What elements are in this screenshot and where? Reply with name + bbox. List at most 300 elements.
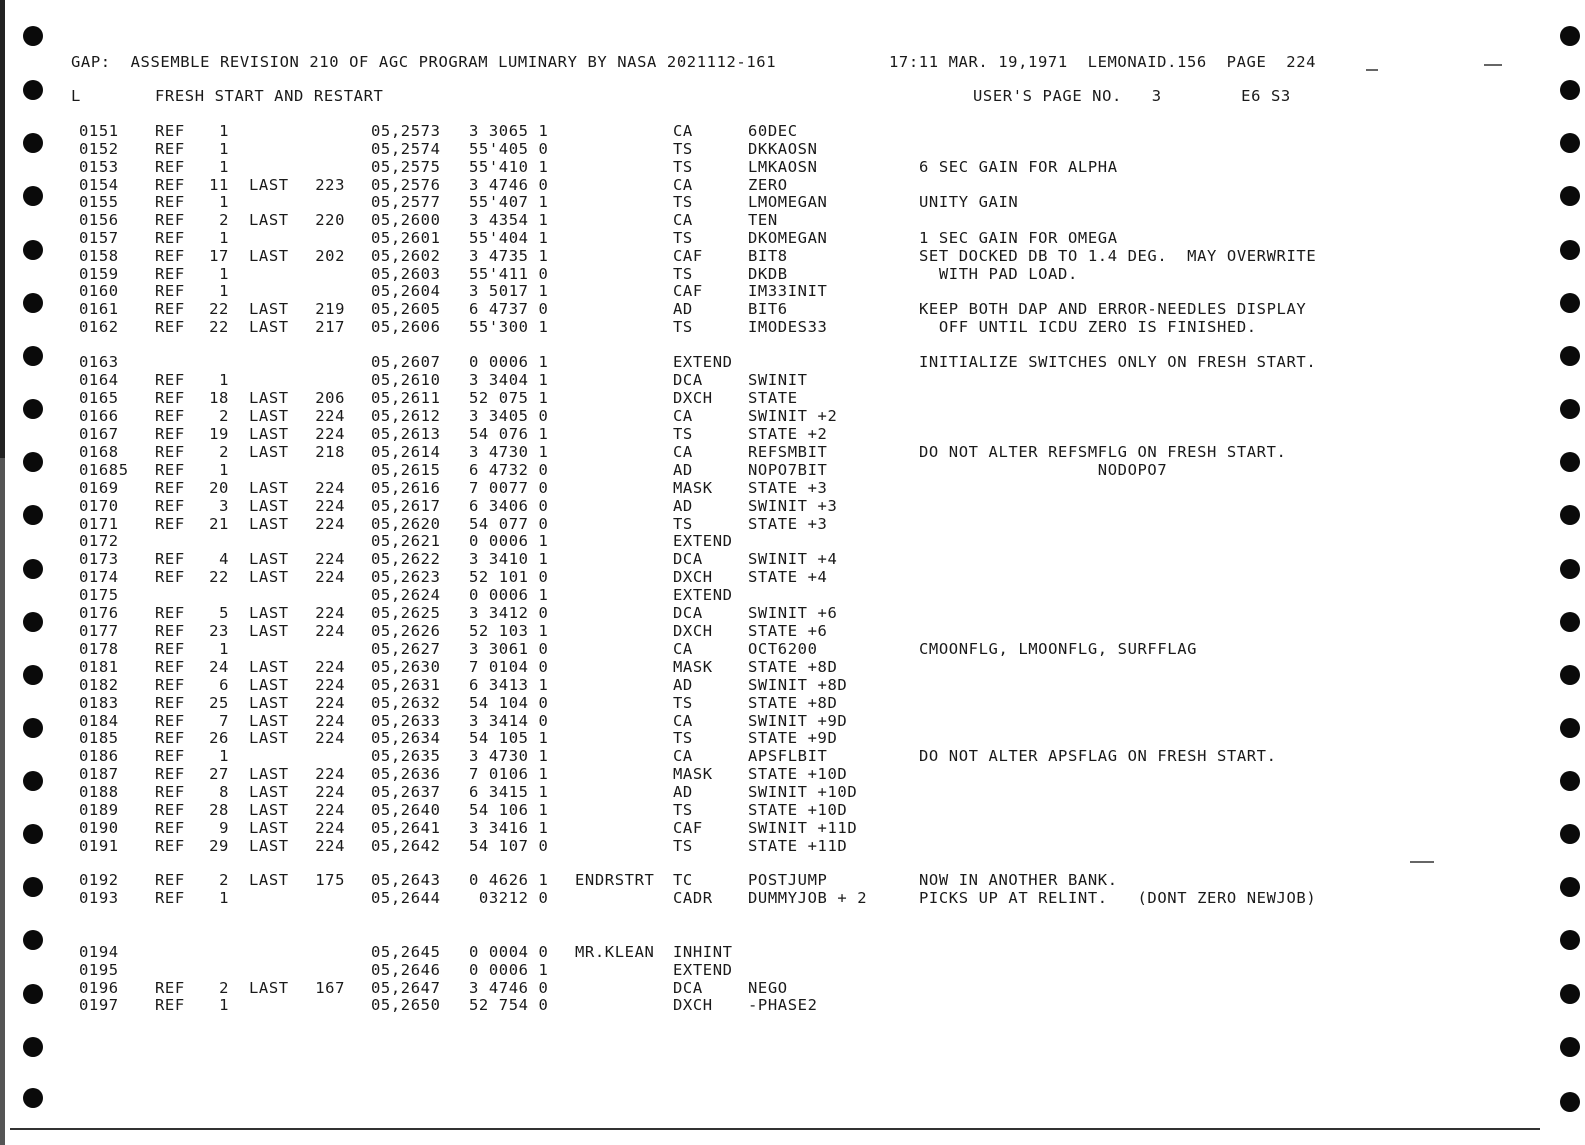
operand: STATE +3	[748, 479, 828, 497]
octal-code: 55'405 0	[469, 140, 549, 158]
listing-row	[0, 747, 1585, 765]
ref-marker: REF	[155, 318, 185, 336]
opcode: CAF	[673, 282, 703, 300]
last-page: 224	[315, 497, 345, 515]
last-marker: LAST	[249, 568, 289, 586]
address: 05,2631	[371, 676, 441, 694]
operand: SWINIT +9D	[748, 712, 848, 730]
comment: CMOONFLG, LMOONFLG, SURFFLAG	[919, 640, 1198, 658]
last-marker: LAST	[249, 801, 289, 819]
last-page: 224	[315, 712, 345, 730]
opcode: DXCH	[673, 568, 713, 586]
opcode: EXTEND	[673, 532, 733, 550]
octal-code: 3 4730 1	[469, 443, 549, 461]
comment: INITIALIZE SWITCHES ONLY ON FRESH START.	[919, 353, 1317, 371]
last-marker: LAST	[249, 318, 289, 336]
ref-marker: REF	[155, 640, 185, 658]
line-number: 0159	[79, 265, 119, 283]
address: 05,2633	[371, 712, 441, 730]
listing-row	[0, 694, 1585, 712]
last-marker: LAST	[249, 658, 289, 676]
listing-row	[0, 211, 1585, 229]
octal-code: 54 076 1	[469, 425, 549, 443]
opcode: DCA	[673, 979, 703, 997]
opcode: CAF	[673, 247, 703, 265]
sprocket-hole	[1560, 26, 1580, 46]
ref-count: 2	[219, 979, 229, 997]
ref-count: 26	[209, 729, 229, 747]
last-marker: LAST	[249, 389, 289, 407]
octal-code: 0 4626 1	[469, 871, 549, 889]
opcode: INHINT	[673, 943, 733, 961]
line-number: 0151	[79, 122, 119, 140]
opcode: CAF	[673, 819, 703, 837]
octal-code: 3 5017 1	[469, 282, 549, 300]
ref-count: 22	[209, 300, 229, 318]
listing-row	[0, 353, 1585, 371]
ref-count: 1	[219, 265, 229, 283]
octal-code: 3 3405 0	[469, 407, 549, 425]
last-marker: LAST	[249, 300, 289, 318]
ref-marker: REF	[155, 801, 185, 819]
listing-row	[0, 943, 1585, 961]
ref-count: 20	[209, 479, 229, 497]
listing-row	[0, 640, 1585, 658]
last-marker: LAST	[249, 515, 289, 533]
last-page: 219	[315, 300, 345, 318]
ref-marker: REF	[155, 176, 185, 194]
ref-count: 2	[219, 407, 229, 425]
octal-code: 55'410 1	[469, 158, 549, 176]
octal-code: 52 754 0	[469, 996, 549, 1014]
last-marker: LAST	[249, 783, 289, 801]
header-log-letter: L	[71, 87, 81, 105]
ref-marker: REF	[155, 300, 185, 318]
operand: DKOMEGAN	[748, 229, 828, 247]
ref-count: 23	[209, 622, 229, 640]
ref-count: 21	[209, 515, 229, 533]
ref-count: 1	[219, 747, 229, 765]
address: 05,2634	[371, 729, 441, 747]
address: 05,2622	[371, 550, 441, 568]
octal-code: 6 3413 1	[469, 676, 549, 694]
line-number: 01685	[79, 461, 129, 479]
header-date-page: 17:11 MAR. 19,1971 LEMONAID.156 PAGE 224	[889, 53, 1317, 71]
ref-marker: REF	[155, 568, 185, 586]
ref-count: 6	[219, 676, 229, 694]
comment: PICKS UP AT RELINT. (DONT ZERO NEWJOB)	[919, 889, 1317, 907]
octal-code: 3 4730 1	[469, 747, 549, 765]
ref-count: 1	[219, 193, 229, 211]
opcode: TS	[673, 265, 693, 283]
listing-row	[0, 801, 1585, 819]
opcode: CA	[673, 747, 693, 765]
opcode: TS	[673, 801, 693, 819]
sprocket-hole	[1560, 1092, 1580, 1112]
ref-count: 3	[219, 497, 229, 515]
line-number: 0160	[79, 282, 119, 300]
octal-code: 54 105 1	[469, 729, 549, 747]
opcode: TS	[673, 229, 693, 247]
header-user-page: USER'S PAGE NO. 3 E6 S3	[973, 87, 1291, 105]
last-page: 224	[315, 407, 345, 425]
line-number: 0166	[79, 407, 119, 425]
operand: 60DEC	[748, 122, 798, 140]
last-marker: LAST	[249, 550, 289, 568]
ref-count: 28	[209, 801, 229, 819]
operand: -PHASE2	[748, 996, 818, 1014]
operand: SWINIT +8D	[748, 676, 848, 694]
operand: SWINIT +10D	[748, 783, 858, 801]
operand: DUMMYJOB + 2	[748, 889, 868, 907]
operand: SWINIT +11D	[748, 819, 858, 837]
octal-code: 6 3415 1	[469, 783, 549, 801]
address: 05,2616	[371, 479, 441, 497]
sprocket-hole	[23, 1088, 43, 1108]
address: 05,2626	[371, 622, 441, 640]
last-page: 224	[315, 783, 345, 801]
address: 05,2625	[371, 604, 441, 622]
comment: 1 SEC GAIN FOR OMEGA	[919, 229, 1118, 247]
opcode: AD	[673, 461, 693, 479]
address: 05,2607	[371, 353, 441, 371]
opcode: AD	[673, 676, 693, 694]
ref-marker: REF	[155, 461, 185, 479]
line-number: 0168	[79, 443, 119, 461]
ref-count: 1	[219, 996, 229, 1014]
comment: OFF UNTIL ICDU ZERO IS FINISHED.	[919, 318, 1257, 336]
address: 05,2624	[371, 586, 441, 604]
sprocket-hole	[23, 1037, 43, 1057]
octal-code: 7 0077 0	[469, 479, 549, 497]
address: 05,2637	[371, 783, 441, 801]
last-page: 202	[315, 247, 345, 265]
operand: STATE +10D	[748, 801, 848, 819]
opcode: DXCH	[673, 622, 713, 640]
line-number: 0152	[79, 140, 119, 158]
last-page: 224	[315, 694, 345, 712]
address: 05,2612	[371, 407, 441, 425]
octal-code: 0 0006 1	[469, 961, 549, 979]
octal-code: 3 3410 1	[469, 550, 549, 568]
ref-marker: REF	[155, 443, 185, 461]
octal-code: 3 3061 0	[469, 640, 549, 658]
last-page: 223	[315, 176, 345, 194]
opcode: CA	[673, 211, 693, 229]
address: 05,2577	[371, 193, 441, 211]
listing-row	[0, 837, 1585, 855]
octal-code: 54 106 1	[469, 801, 549, 819]
last-page: 224	[315, 568, 345, 586]
opcode: TS	[673, 318, 693, 336]
ref-marker: REF	[155, 282, 185, 300]
print-speck	[1484, 64, 1502, 66]
opcode: CA	[673, 176, 693, 194]
listing-row	[0, 318, 1585, 336]
ref-marker: REF	[155, 765, 185, 783]
last-page: 224	[315, 729, 345, 747]
code-label: MR.KLEAN	[575, 943, 655, 961]
octal-code: 3 3414 0	[469, 712, 549, 730]
opcode: DXCH	[673, 389, 713, 407]
line-number: 0165	[79, 389, 119, 407]
octal-code: 3 4746 0	[469, 979, 549, 997]
address: 05,2617	[371, 497, 441, 515]
address: 05,2602	[371, 247, 441, 265]
comment: DO NOT ALTER APSFLAG ON FRESH START.	[919, 747, 1277, 765]
address: 05,2627	[371, 640, 441, 658]
operand: APSFLBIT	[748, 747, 828, 765]
ref-count: 5	[219, 604, 229, 622]
listing-row	[0, 479, 1585, 497]
operand: STATE +9D	[748, 729, 838, 747]
last-marker: LAST	[249, 729, 289, 747]
listing-row	[0, 819, 1585, 837]
address: 05,2611	[371, 389, 441, 407]
operand: STATE +3	[748, 515, 828, 533]
last-page: 224	[315, 676, 345, 694]
operand: STATE	[748, 389, 798, 407]
line-number: 0193	[79, 889, 119, 907]
ref-count: 1	[219, 158, 229, 176]
address: 05,2600	[371, 211, 441, 229]
ref-marker: REF	[155, 550, 185, 568]
ref-count: 19	[209, 425, 229, 443]
listing-row	[0, 658, 1585, 676]
octal-code: 6 4732 0	[469, 461, 549, 479]
ref-marker: REF	[155, 497, 185, 515]
ref-marker: REF	[155, 158, 185, 176]
ref-count: 22	[209, 318, 229, 336]
ref-marker: REF	[155, 979, 185, 997]
line-number: 0173	[79, 550, 119, 568]
line-number: 0156	[79, 211, 119, 229]
address: 05,2646	[371, 961, 441, 979]
listing-row	[0, 389, 1585, 407]
listing-row	[0, 871, 1585, 889]
operand: LMKAOSN	[748, 158, 818, 176]
operand: NOPO7BIT	[748, 461, 828, 479]
octal-code: 0 0006 1	[469, 532, 549, 550]
operand: SWINIT +6	[748, 604, 838, 622]
opcode: CA	[673, 443, 693, 461]
opcode: DXCH	[673, 996, 713, 1014]
listing-row	[0, 729, 1585, 747]
octal-code: 0 0006 1	[469, 353, 549, 371]
ref-count: 7	[219, 712, 229, 730]
octal-code: 52 103 1	[469, 622, 549, 640]
operand: SWINIT	[748, 371, 808, 389]
octal-code: 54 077 0	[469, 515, 549, 533]
opcode: AD	[673, 300, 693, 318]
sprocket-hole	[1560, 80, 1580, 100]
listing-row	[0, 229, 1585, 247]
operand: STATE +6	[748, 622, 828, 640]
ref-count: 4	[219, 550, 229, 568]
ref-count: 2	[219, 443, 229, 461]
ref-count: 9	[219, 819, 229, 837]
last-page: 224	[315, 837, 345, 855]
ref-count: 1	[219, 640, 229, 658]
line-number: 0162	[79, 318, 119, 336]
line-number: 0197	[79, 996, 119, 1014]
opcode: TS	[673, 140, 693, 158]
last-marker: LAST	[249, 979, 289, 997]
line-number: 0187	[79, 765, 119, 783]
operand: TEN	[748, 211, 778, 229]
listing-row	[0, 461, 1585, 479]
code-label: ENDRSTRT	[575, 871, 655, 889]
line-number: 0167	[79, 425, 119, 443]
operand: ZERO	[748, 176, 788, 194]
ref-marker: REF	[155, 425, 185, 443]
ref-marker: REF	[155, 837, 185, 855]
ref-marker: REF	[155, 783, 185, 801]
opcode: CA	[673, 712, 693, 730]
line-number: 0196	[79, 979, 119, 997]
opcode: MASK	[673, 658, 713, 676]
opcode: TC	[673, 871, 693, 889]
operand: POSTJUMP	[748, 871, 828, 889]
octal-code: 3 4746 0	[469, 176, 549, 194]
operand: BIT6	[748, 300, 788, 318]
ref-marker: REF	[155, 996, 185, 1014]
last-marker: LAST	[249, 211, 289, 229]
opcode: DCA	[673, 604, 703, 622]
address: 05,2635	[371, 747, 441, 765]
listing-row	[0, 961, 1585, 979]
comment: WITH PAD LOAD.	[919, 265, 1078, 283]
octal-code: 55'411 0	[469, 265, 549, 283]
address: 05,2621	[371, 532, 441, 550]
listing-row	[0, 568, 1585, 586]
line-number: 0190	[79, 819, 119, 837]
opcode: TS	[673, 193, 693, 211]
ref-count: 8	[219, 783, 229, 801]
listing-row	[0, 889, 1585, 907]
opcode: MASK	[673, 479, 713, 497]
comment: UNITY GAIN	[919, 193, 1019, 211]
opcode: CA	[673, 122, 693, 140]
address: 05,2615	[371, 461, 441, 479]
line-number: 0161	[79, 300, 119, 318]
listing-row	[0, 532, 1585, 550]
octal-code: 3 3416 1	[469, 819, 549, 837]
ref-marker: REF	[155, 122, 185, 140]
operand: STATE +4	[748, 568, 828, 586]
line-number: 0171	[79, 515, 119, 533]
header-program-line: GAP: ASSEMBLE REVISION 210 OF AGC PROGRAM LUMINARY BY NASA 2021112-161	[71, 53, 777, 71]
address: 05,2614	[371, 443, 441, 461]
address: 05,2620	[371, 515, 441, 533]
last-marker: LAST	[249, 676, 289, 694]
line-number: 0172	[79, 532, 119, 550]
listing-row	[0, 140, 1585, 158]
octal-code: 6 3406 0	[469, 497, 549, 515]
line-number: 0184	[79, 712, 119, 730]
last-marker: LAST	[249, 604, 289, 622]
line-number: 0163	[79, 353, 119, 371]
ref-marker: REF	[155, 229, 185, 247]
ref-marker: REF	[155, 819, 185, 837]
comment: KEEP BOTH DAP AND ERROR-NEEDLES DISPLAY	[919, 300, 1307, 318]
address: 05,2613	[371, 425, 441, 443]
operand: STATE +2	[748, 425, 828, 443]
line-number: 0164	[79, 371, 119, 389]
comment: SET DOCKED DB TO 1.4 DEG. MAY OVERWRITE	[919, 247, 1317, 265]
line-number: 0191	[79, 837, 119, 855]
operand: REFSMBIT	[748, 443, 828, 461]
octal-code: 3 3412 0	[469, 604, 549, 622]
opcode: EXTEND	[673, 961, 733, 979]
operand: DKDB	[748, 265, 788, 283]
last-page: 224	[315, 604, 345, 622]
operand: IM33INIT	[748, 282, 828, 300]
comment: 6 SEC GAIN FOR ALPHA	[919, 158, 1118, 176]
last-page: 224	[315, 819, 345, 837]
last-marker: LAST	[249, 765, 289, 783]
line-number: 0195	[79, 961, 119, 979]
line-number: 0170	[79, 497, 119, 515]
ref-count: 27	[209, 765, 229, 783]
print-speck	[1366, 69, 1378, 71]
listing-row	[0, 158, 1585, 176]
ref-count: 18	[209, 389, 229, 407]
print-speck	[1410, 861, 1434, 863]
octal-code: 54 104 0	[469, 694, 549, 712]
last-marker: LAST	[249, 443, 289, 461]
opcode: TS	[673, 515, 693, 533]
octal-code: 3 3065 1	[469, 122, 549, 140]
line-number: 0188	[79, 783, 119, 801]
line-number: 0153	[79, 158, 119, 176]
last-marker: LAST	[249, 497, 289, 515]
ref-marker: REF	[155, 658, 185, 676]
listing-row	[0, 371, 1585, 389]
ref-count: 1	[219, 140, 229, 158]
line-number: 0185	[79, 729, 119, 747]
opcode: TS	[673, 729, 693, 747]
opcode: TS	[673, 158, 693, 176]
address: 05,2640	[371, 801, 441, 819]
operand: SWINIT +4	[748, 550, 838, 568]
listing-row	[0, 193, 1585, 211]
operand: STATE +11D	[748, 837, 848, 855]
ref-count: 1	[219, 371, 229, 389]
last-marker: LAST	[249, 247, 289, 265]
address: 05,2632	[371, 694, 441, 712]
opcode: CADR	[673, 889, 713, 907]
octal-code: 03212 0	[469, 889, 549, 907]
line-number: 0189	[79, 801, 119, 819]
listing-row	[0, 979, 1585, 997]
line-number: 0178	[79, 640, 119, 658]
listing-row	[0, 425, 1585, 443]
address: 05,2630	[371, 658, 441, 676]
octal-code: 55'300 1	[469, 318, 549, 336]
listing-row	[0, 586, 1585, 604]
listing-row	[0, 550, 1585, 568]
operand: IMODES33	[748, 318, 828, 336]
opcode: CA	[673, 407, 693, 425]
listing-row	[0, 282, 1585, 300]
line-number: 0177	[79, 622, 119, 640]
ref-count: 11	[209, 176, 229, 194]
last-page: 224	[315, 479, 345, 497]
address: 05,2636	[371, 765, 441, 783]
address: 05,2644	[371, 889, 441, 907]
last-marker: LAST	[249, 622, 289, 640]
